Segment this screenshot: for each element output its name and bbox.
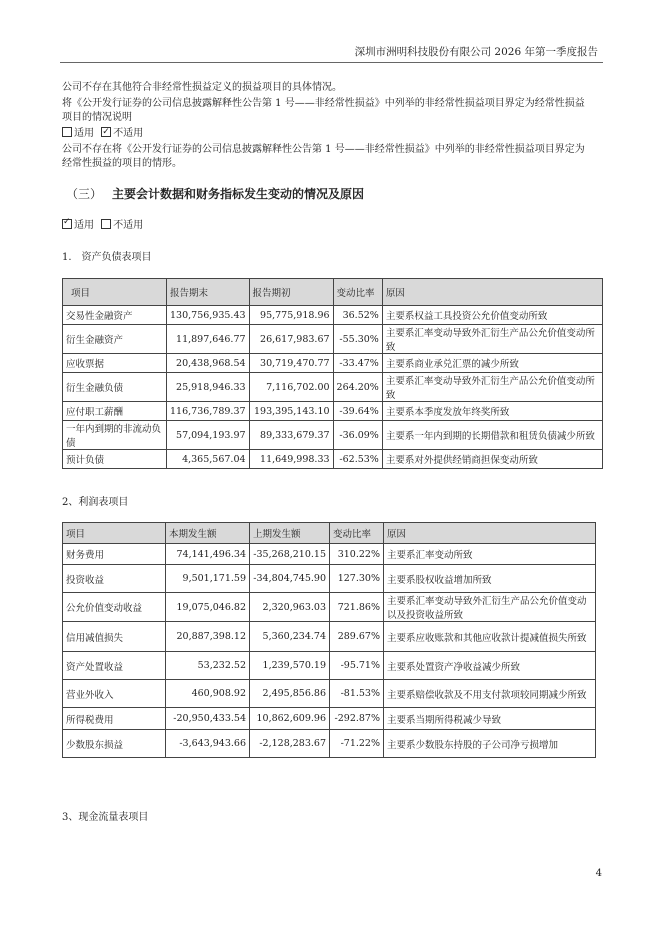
cell-reason: 主要系汇率变动所致 [384,544,596,565]
intro-line-4: 公司不存在将《公开发行证券的公司信息披露解释性公告第 1 号——非经常性损益》中列举的非经常性损益项目界定为 [62,144,585,155]
cell-value: 30,719,470.77 [249,354,333,373]
cell-item: 应付职工薪酬 [63,402,167,421]
table-row [63,730,596,758]
cell-change: -36.09% [333,421,382,450]
cell-value: 19,075,046.82 [166,593,250,622]
col-header-end: 报告期末 [167,279,250,306]
cell-value: 25,918,946.33 [167,373,250,402]
cell-value: 74,141,496.34 [166,544,250,565]
col-header-begin: 报告期初 [249,279,333,306]
cell-change: -71.22% [330,730,384,758]
section-apply-checkbox[interactable] [62,219,72,229]
balance-sheet-table [62,278,603,469]
cell-value: -3,643,943.66 [166,730,250,758]
cell-reason: 主要系汇率变动导致外汇衍生产品公允价值变动所致 [382,373,602,402]
section-not-apply-label: 不适用 [113,220,144,231]
table-row [63,450,603,469]
cell-change: 721.86% [330,593,384,622]
cell-item: 财务费用 [63,544,166,565]
col-header-current: 本期发生额 [166,523,250,544]
cell-change: 264.20% [333,373,382,402]
intro-line-1: 公司不存在其他符合非经常性损益定义的损益项目的具体情况。 [62,82,342,93]
cell-value: 11,649,998.33 [249,450,333,469]
section-apply-label: 适用 [74,220,94,231]
table-row [63,325,603,354]
table-row [63,544,596,565]
page-header-title: 深圳市洲明科技股份有限公司 2026 年第一季度报告 [354,46,598,58]
cell-value: 53,232.52 [166,652,250,680]
cell-item: 信用减值损失 [63,622,166,652]
cell-change: -81.53% [330,680,384,708]
table-row [63,306,603,325]
cell-value: 10,862,609.96 [250,708,330,730]
section-title: 主要会计数据和财务指标发生变动的情况及原因 [112,187,365,201]
cell-value: 193,395,143.10 [249,402,333,421]
cell-reason: 主要系应收账款和其他应收款计提减值损失所致 [384,622,596,652]
cell-change: 310.22% [330,544,384,565]
cell-change: 127.30% [330,565,384,593]
intro-line-5: 经常性损益的项目的情形。 [62,158,182,169]
cell-value: 9,501,171.59 [166,565,250,593]
col-header-prior: 上期发生额 [250,523,330,544]
cell-value: 460,908.92 [166,680,250,708]
col-header-item: 项目 [63,523,166,544]
cell-value: 2,495,856.86 [250,680,330,708]
cell-value: -35,268,210.15 [250,544,330,565]
table-row [63,373,603,402]
cell-item: 预计负债 [63,450,167,469]
section-not-apply-checkbox[interactable] [101,219,111,229]
col-header-change: 变动比率 [333,279,382,306]
cell-item: 少数股东损益 [63,730,166,758]
cell-change: -62.53% [333,450,382,469]
cell-value: 1,239,570.19 [250,652,330,680]
cell-change: 289.67% [330,622,384,652]
cell-value: -2,128,283.67 [250,730,330,758]
cell-item: 营业外收入 [63,680,166,708]
cell-reason: 主要系赔偿收款及不用支付款项较同期减少所致 [384,680,596,708]
col-header-change: 变动比率 [330,523,384,544]
cell-value: 95,775,918.96 [249,306,333,325]
cell-reason: 主要系权益工具投资公允价值变动所致 [382,306,602,325]
col-header-item: 项目 [63,279,167,306]
page-number: 4 [595,868,602,879]
apply-checkbox[interactable] [62,127,72,137]
table-row [63,421,603,450]
cell-change: 36.52% [333,306,382,325]
cell-value: 5,360,234.74 [250,622,330,652]
cell-value: -20,950,433.54 [166,708,250,730]
cell-change: -55.30% [333,325,382,354]
cell-reason: 主要系少数股东持股的子公司净亏损增加 [384,730,596,758]
section-options [62,216,143,231]
cell-value: 4,365,567.04 [167,450,250,469]
table-row [63,708,596,730]
cell-reason: 主要系本季度发放年终奖所致 [382,402,602,421]
cell-item: 一年内到期的非流动负债 [63,421,167,450]
apply-label: 适用 [74,128,94,139]
cell-item: 衍生金融负债 [63,373,167,402]
cell-change: -33.47% [333,354,382,373]
balance-sheet-title: 1. 资产负债表项目 [62,252,152,263]
cell-item: 公允价值变动收益 [63,593,166,622]
cell-reason: 主要系股权收益增加所致 [384,565,596,593]
header-rule [60,62,603,63]
intro-line-2: 将《公开发行证券的公司信息披露解释性公告第 1 号——非经常性损益》中列举的非经常性损益项目界定为经常性损益 [62,98,585,109]
cell-item: 交易性金融资产 [63,306,167,325]
cell-value: -34,804,745.90 [250,565,330,593]
table-row [63,680,596,708]
cell-reason: 主要系汇率变动导致外汇衍生产品公允价值变动所致 [382,325,602,354]
cell-reason: 主要系对外提供经销商担保变动所致 [382,450,602,469]
cell-value: 20,887,398.12 [166,622,250,652]
cell-change: -39.64% [333,402,382,421]
table-row [63,402,603,421]
cashflow-title: 3、现金流量表项目 [62,812,149,823]
cell-value: 20,438,968.54 [167,354,250,373]
not-apply-label: 不适用 [113,128,144,139]
section-heading [66,185,364,202]
cell-reason: 主要系一年内到期的长期借款和租赁负债减少所致 [382,421,602,450]
cell-reason: 主要系处置资产净收益减少所致 [384,652,596,680]
col-header-reason: 原因 [382,279,602,306]
table-row [63,565,596,593]
income-statement-table [62,522,596,758]
cell-item: 资产处置收益 [63,652,166,680]
cell-item: 所得税费用 [63,708,166,730]
cell-reason: 主要系汇率变动导致外汇衍生产品公允价值变动以及投资收益所致 [384,593,596,622]
cell-value: 116,736,789.37 [167,402,250,421]
cell-item: 衍生金融资产 [63,325,167,354]
cell-value: 130,756,935.43 [167,306,250,325]
income-statement-title: 2、利润表项目 [62,497,129,508]
col-header-reason: 原因 [384,523,596,544]
cell-value: 26,617,983.67 [249,325,333,354]
table-row [63,622,596,652]
cell-value: 11,897,646.77 [167,325,250,354]
intro-options [62,127,143,141]
cell-value: 7,116,702.00 [249,373,333,402]
table-row [63,652,596,680]
cell-value: 57,094,193.97 [167,421,250,450]
cell-item: 应收票据 [63,354,167,373]
not-apply-checkbox[interactable] [101,127,111,137]
section-number: （三） [66,187,103,201]
cell-reason: 主要系商业承兑汇票的减少所致 [382,354,602,373]
cell-item: 投资收益 [63,565,166,593]
intro-line-3: 项目的情况说明 [62,112,132,123]
table-row [63,593,596,622]
cell-value: 89,333,679.37 [249,421,333,450]
cell-reason: 主要系当期所得税减少导致 [384,708,596,730]
cell-value: 2,320,963.03 [250,593,330,622]
table-row [63,354,603,373]
cell-change: -292.87% [330,708,384,730]
cell-change: -95.71% [330,652,384,680]
